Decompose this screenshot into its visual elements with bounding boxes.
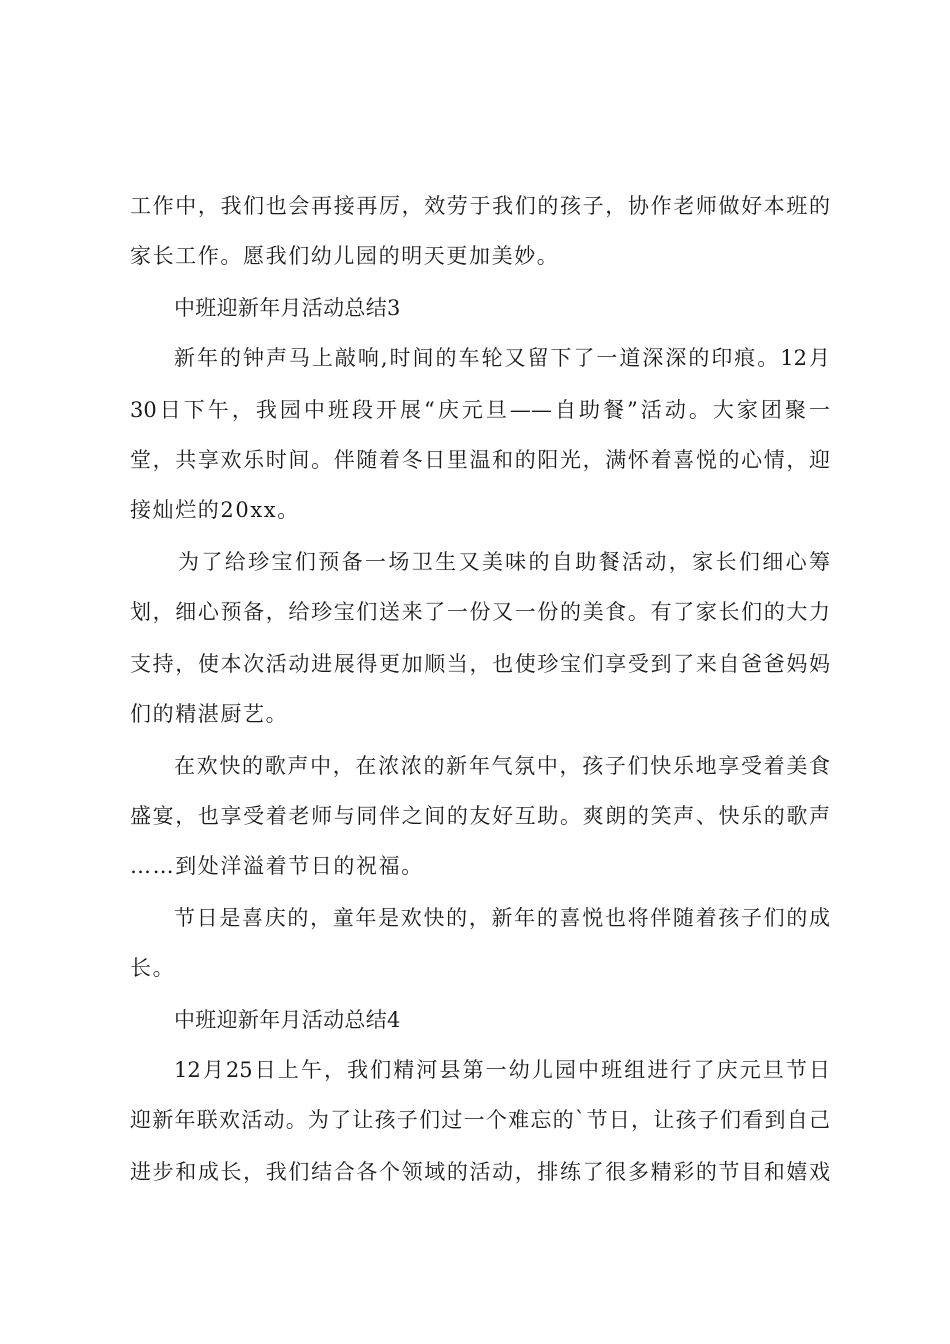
paragraph-line: 进步和成长，我们结合各个领域的活动，排练了很多精彩的节目和嬉戏 bbox=[130, 1160, 830, 1184]
paragraph-line: 接灿烂的20xx。 bbox=[130, 498, 300, 522]
paragraph-line: 节日是喜庆的，童年是欢快的，新年的喜悦也将伴随着孩子们的成 bbox=[174, 906, 830, 930]
paragraph-line: 长。 bbox=[130, 956, 176, 980]
paragraph-line: 新年的钟声马上敲响,时间的车轮又留下了一道深深的印痕。12月 bbox=[174, 346, 830, 370]
paragraph-line: 划，细心预备，给珍宝们送来了一份又一份的美食。有了家长们的大力 bbox=[130, 600, 830, 624]
paragraph-line: 堂，共享欢乐时间。伴随着冬日里温和的阳光，满怀着喜悦的心情，迎 bbox=[130, 448, 830, 472]
paragraph-line: ……到处洋溢着节日的祝福。 bbox=[130, 854, 424, 878]
paragraph-line: 盛宴，也享受着老师与同伴之间的友好互助。爽朗的笑声、快乐的歌声 bbox=[130, 804, 830, 828]
section-heading: 中班迎新年月活动总结4 bbox=[174, 1008, 401, 1032]
section-heading: 中班迎新年月活动总结3 bbox=[174, 296, 401, 320]
paragraph-line: 为了给珍宝们预备一场卫生又美味的自助餐活动，家长们细心筹 bbox=[178, 550, 830, 574]
paragraph-line: 迎新年联欢活动。为了让孩子们过一个难忘的`节日，让孩子们看到自己 bbox=[130, 1108, 830, 1132]
paragraph-line: 30日下午，我园中班段开展“庆元旦——自助餐”活动。大家团聚一 bbox=[130, 398, 830, 422]
paragraph-line: 们的精湛厨艺。 bbox=[130, 702, 289, 726]
paragraph-line: 工作中，我们也会再接再厉，效劳于我们的孩子，协作老师做好本班的 bbox=[130, 194, 830, 218]
paragraph-line: 在欢快的歌声中，在浓浓的新年气氛中，孩子们快乐地享受着美食 bbox=[174, 754, 830, 778]
paragraph-line: 家长工作。愿我们幼儿园的明天更加美妙。 bbox=[130, 244, 560, 268]
paragraph-line: 12月25日上午，我们精河县第一幼儿园中班组进行了庆元旦节日 bbox=[174, 1058, 830, 1082]
paragraph-line: 支持，使本次活动进展得更加顺当，也使珍宝们享受到了来自爸爸妈妈 bbox=[130, 652, 830, 676]
